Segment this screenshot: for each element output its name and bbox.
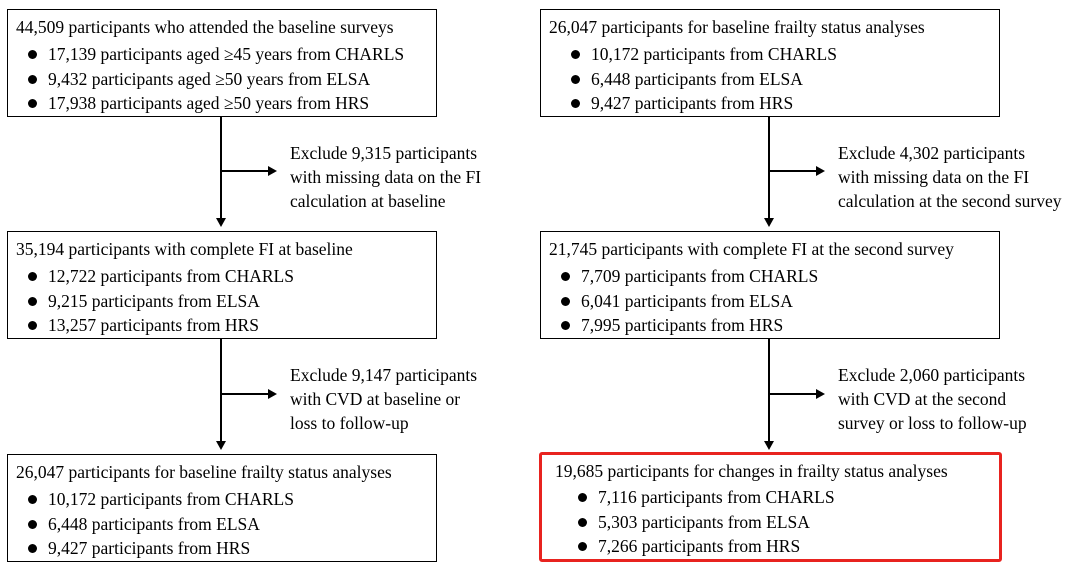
- bullet-icon: [571, 50, 580, 59]
- arrow-down-icon: [216, 218, 226, 227]
- right-exclude2-note: Exclude 2,060 participants with CVD at the second survey or loss to follow-up: [838, 365, 1027, 433]
- right-box2-list: [561, 264, 818, 338]
- bullet-icon: [561, 321, 570, 330]
- right-box3-list: [578, 485, 835, 559]
- list-item: 6,448 participants from ELSA: [28, 512, 294, 537]
- list-item: 7,995 participants from HRS: [561, 313, 818, 338]
- list-item: 6,041 participants from ELSA: [561, 289, 818, 314]
- bullet-icon: [28, 297, 37, 306]
- list-item: 7,266 participants from HRS: [578, 534, 835, 559]
- left-box3-list: [28, 487, 294, 561]
- list-item: 6,448 participants from ELSA: [571, 67, 837, 92]
- left-exclude2-branch: [221, 393, 269, 395]
- left-connector-2: [220, 339, 222, 443]
- list-item: 7,709 participants from CHARLS: [561, 264, 818, 289]
- left-box2-title: 35,194 participants with complete FI at baseline: [16, 239, 353, 259]
- list-item: 10,172 participants from CHARLS: [571, 42, 837, 67]
- arrow-right-icon: [816, 389, 825, 399]
- list-item: 13,257 participants from HRS: [28, 313, 294, 338]
- right-box1-title: 26,047 participants for baseline frailty status analyses: [549, 17, 925, 37]
- list-item: 5,303 participants from ELSA: [578, 510, 835, 535]
- right-box-baseline-frailty: [540, 9, 1000, 117]
- bullet-icon: [578, 493, 587, 502]
- bullet-icon: [571, 99, 580, 108]
- arrow-down-icon: [764, 441, 774, 450]
- list-item: 9,432 participants aged ≥50 years from ELSA: [28, 67, 404, 92]
- left-box3-title: 26,047 participants for baseline frailty status analyses: [16, 462, 392, 482]
- left-exclude1-note: Exclude 9,315 participants with missing data on the FI calculation at baseline: [290, 143, 482, 211]
- right-box-changes-frailty: [539, 452, 1002, 562]
- right-exclude1-note: Exclude 4,302 participants with missing data on the FI calculation at the second survey: [838, 143, 1062, 211]
- bullet-icon: [28, 50, 37, 59]
- bullet-icon: [28, 321, 37, 330]
- arrow-right-icon: [268, 166, 277, 176]
- bullet-icon: [28, 544, 37, 553]
- right-connector-1: [768, 117, 770, 220]
- list-item: 17,139 participants aged ≥45 years from CHARLS: [28, 42, 404, 67]
- right-box1-list: [571, 42, 837, 116]
- arrow-down-icon: [764, 218, 774, 227]
- bullet-icon: [571, 75, 580, 84]
- bullet-icon: [28, 272, 37, 281]
- bullet-icon: [578, 542, 587, 551]
- left-exclude2-note: Exclude 9,147 participants with CVD at baseline or loss to follow-up: [290, 365, 478, 433]
- right-exclude1-branch: [769, 170, 817, 172]
- right-box-complete-fi-second: [540, 231, 1000, 339]
- list-item: 17,938 participants aged ≥50 years from HRS: [28, 91, 404, 116]
- bullet-icon: [28, 75, 37, 84]
- bullet-icon: [28, 495, 37, 504]
- bullet-icon: [28, 520, 37, 529]
- list-item: 10,172 participants from CHARLS: [28, 487, 294, 512]
- bullet-icon: [561, 297, 570, 306]
- arrow-right-icon: [816, 166, 825, 176]
- list-item: 9,427 participants from HRS: [28, 536, 294, 561]
- right-connector-2: [768, 339, 770, 443]
- bullet-icon: [578, 518, 587, 527]
- left-box1-title: 44,509 participants who attended the baseline surveys: [16, 17, 394, 37]
- bullet-icon: [561, 272, 570, 281]
- right-exclude2-branch: [769, 393, 817, 395]
- right-box2-title: 21,745 participants with complete FI at the second survey: [549, 239, 954, 259]
- left-box2-list: [28, 264, 294, 338]
- list-item: 7,116 participants from CHARLS: [578, 485, 835, 510]
- list-item: 9,215 participants from ELSA: [28, 289, 294, 314]
- left-box1-list: [28, 42, 404, 116]
- arrow-down-icon: [216, 441, 226, 450]
- arrow-right-icon: [268, 389, 277, 399]
- left-box-complete-fi: [7, 231, 437, 339]
- left-exclude1-branch: [221, 170, 269, 172]
- bullet-icon: [28, 99, 37, 108]
- left-connector-1: [220, 117, 222, 220]
- list-item: 12,722 participants from CHARLS: [28, 264, 294, 289]
- list-item: 9,427 participants from HRS: [571, 91, 837, 116]
- left-box-baseline-surveys: [7, 9, 437, 117]
- left-box-baseline-frailty: [7, 454, 437, 562]
- right-box3-title: 19,685 participants for changes in frailty status analyses: [555, 461, 948, 481]
